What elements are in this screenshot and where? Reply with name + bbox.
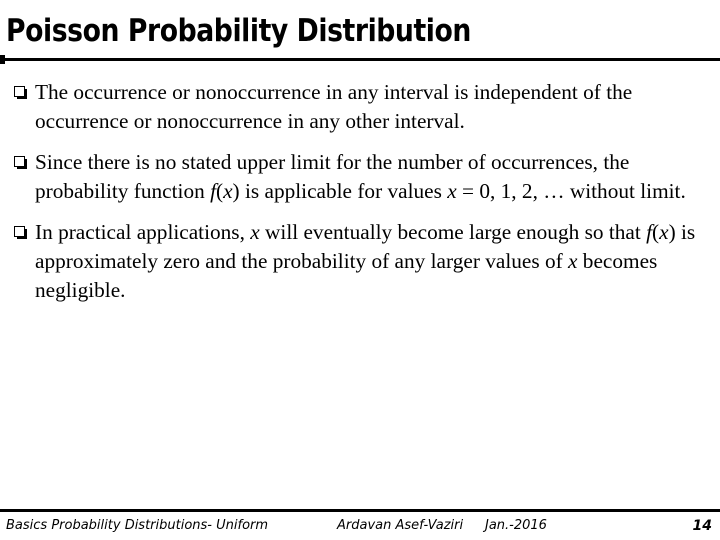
bullet-text: Since there is no stated upper limit for the number of occurrences, the probability function f(x) is applicable for values x = 0, 1, 2, … without limit. bbox=[35, 150, 686, 203]
square-bullet-icon bbox=[14, 226, 25, 237]
footer-author: Ardavan Asef-Vaziri bbox=[337, 518, 464, 533]
bullet-item-practical bbox=[14, 218, 714, 305]
math-x: x bbox=[568, 249, 578, 273]
bullet-text: The occurrence or nonoccurrence in any interval is independent of the occurrence or nonoccurrence in any other interval. bbox=[35, 80, 633, 133]
bullet-list bbox=[14, 78, 714, 317]
bullet-item-independence bbox=[14, 78, 714, 136]
math-f: f bbox=[210, 179, 216, 203]
bullet-text: In practical applications, x will eventually become large enough so that f(x) is approximately zero and the probability of any larger values of x becomes negligible. bbox=[35, 220, 696, 302]
bullet-item-no-upper-limit bbox=[14, 148, 714, 206]
footer-course-title: Basics Probability Distributions- Uniform bbox=[6, 518, 269, 533]
title-bar bbox=[6, 10, 720, 52]
footer-date: Jan.-2016 bbox=[485, 518, 547, 533]
square-bullet-icon bbox=[14, 86, 25, 97]
page-number: 14 bbox=[692, 518, 712, 534]
math-x: x bbox=[447, 179, 457, 203]
footer-divider bbox=[0, 509, 720, 512]
math-x: x bbox=[659, 220, 669, 244]
math-f: f bbox=[646, 220, 653, 244]
square-bullet-icon bbox=[14, 156, 25, 167]
slide-title: Poisson Probability Distribution bbox=[6, 13, 471, 49]
math-x: x bbox=[250, 220, 260, 244]
math-x: x bbox=[223, 179, 233, 203]
title-divider bbox=[0, 58, 720, 61]
